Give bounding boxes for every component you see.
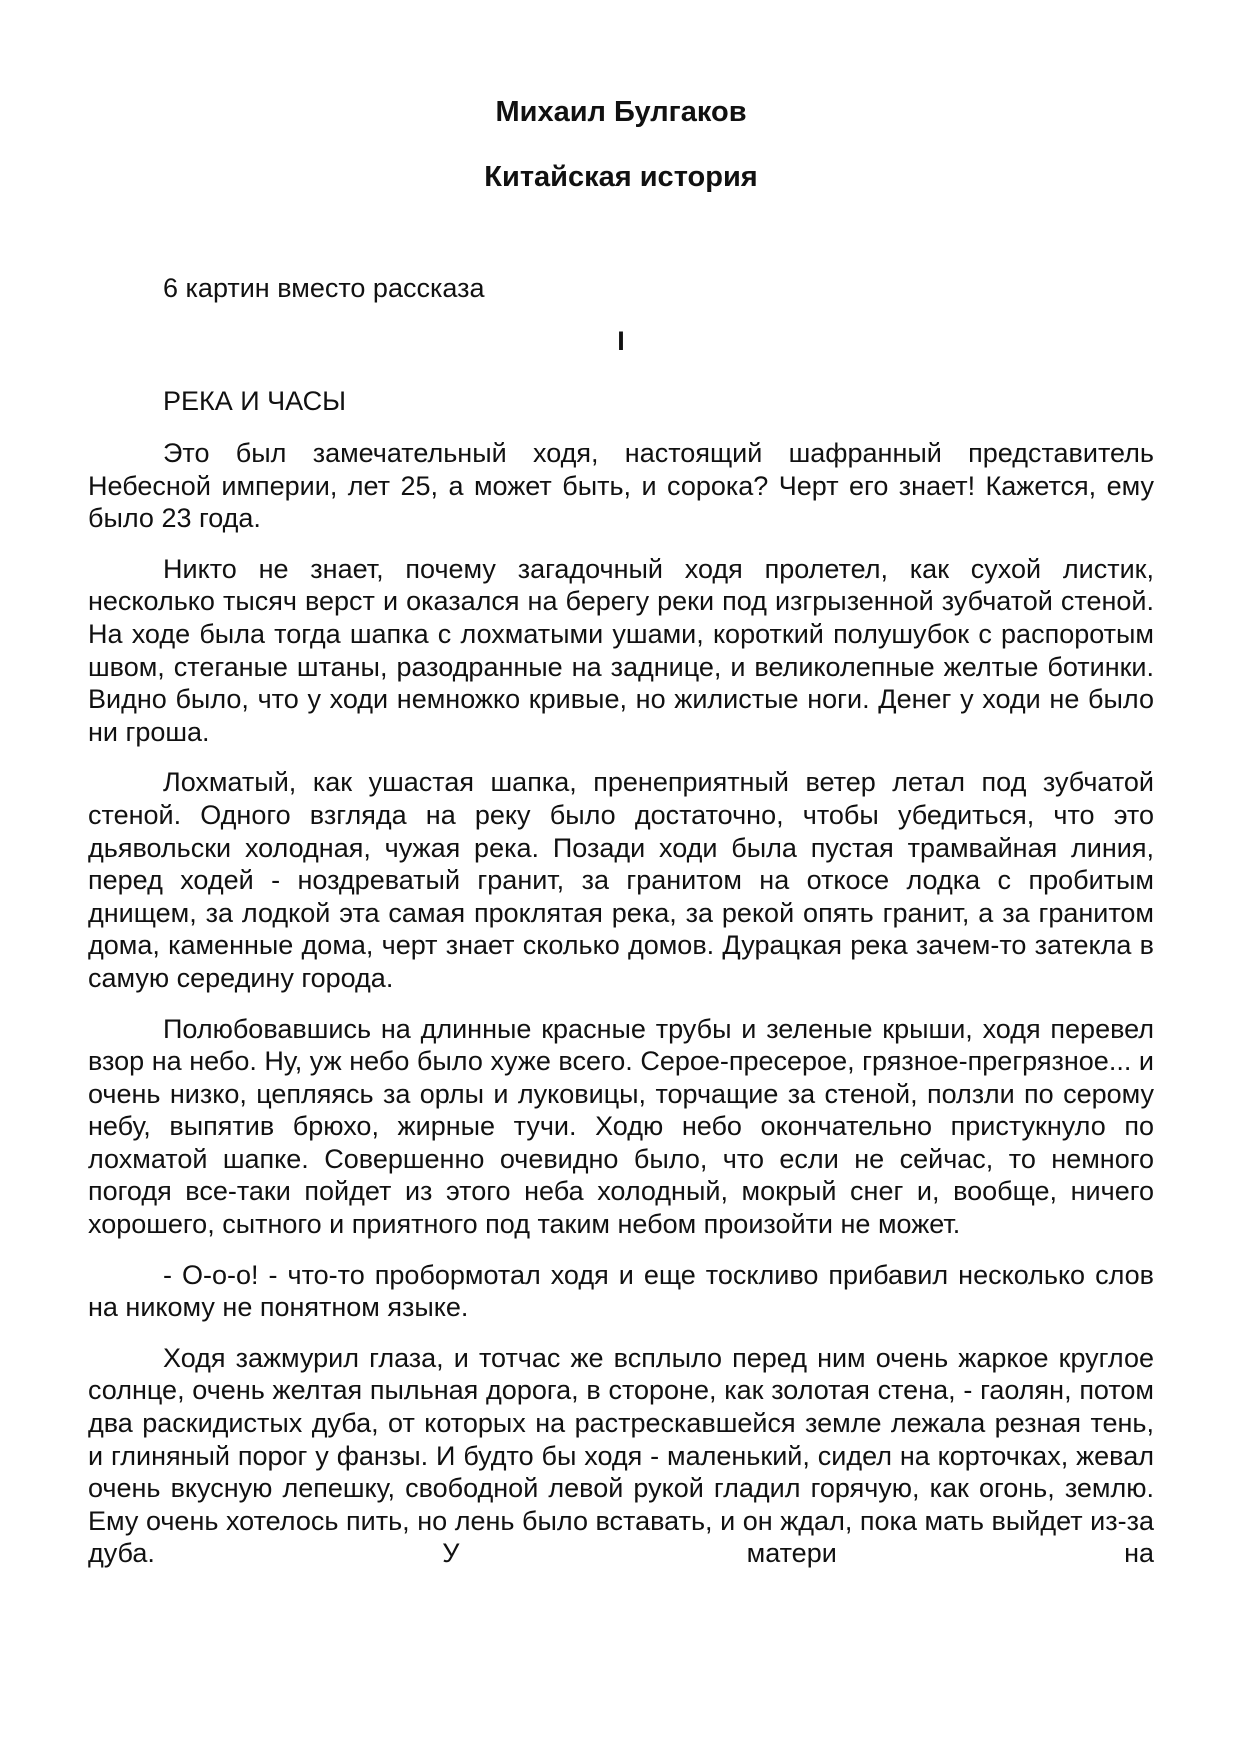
paragraph: Полюбовавшись на длинные красные трубы и зеленые крыши, ходя перевел взор на небо. Ну, уж небо было хуже всего. Серое-пресерое, грязное-прегрязное... и очень низко, цепляясь за орлы и луковицы, торчащие за стеной, ползли по серому небу, выпятив брюхо, жирные тучи. Ходю небо окончательно пристукнуло по лохматой шапке. Совершенно очевидно было, что если не сейчас, то немного погодя все-таки пойдет из этого неба холодный, мокрый снег и, вообще, ничего хорошего, сытного и приятного под таким небом произойти не может.: [88, 1013, 1154, 1240]
paragraph: Никто не знает, почему загадочный ходя пролетел, как сухой листик, несколько тысяч верст и оказался на берегу реки под изгрызенной зубчатой стеной. На ходе была тогда шапка с лохматыми ушами, короткий полушубок с распоротым швом, стеганые штаны, разодранные на заднице, и великолепные желтые ботинки. Видно было, что у ходи немножко кривые, но жилистые ноги. Денег у ходи не было ни гроша.: [88, 553, 1154, 747]
paragraph: Лохматый, как ушастая шапка, пренеприятный ветер летал под зубчатой стеной. Одного взгляда на реку было достаточно, чтобы убедиться, что это дьявольски холодная, чужая река. Позади ходи была пустая трамвайная линия, перед ходей - ноздреватый гранит, за гранитом на откосе лодка с пробитым днищем, за лодкой эта самая проклятая река, за рекой опять гранит, а за гранитом дома, каменные дома, черт знает сколько домов. Дурацкая река зачем-то затекла в самую середину города.: [88, 767, 1154, 993]
body-text: [88, 437, 1154, 1570]
chapter-title: РЕКА И ЧАСЫ: [163, 386, 346, 416]
paragraph: Это был замечательный ходя, настоящий шафранный представитель Небесной империи, лет 25, а может быть, и сорока? Черт его знает! Кажется, ему было 23 года.: [88, 438, 1154, 534]
story-title: Китайская история: [484, 161, 758, 193]
paragraph: - О-о-о! - что-то пробормотал ходя и еще тоскливо прибавил несколько слов на никому не понятном языке.: [88, 1259, 1154, 1323]
chapter-number: I: [617, 326, 625, 356]
story-subtitle: 6 картин вместо рассказа: [163, 273, 485, 303]
paragraph: Ходя зажмурил глаза, и тотчас же всплыло перед ним очень жаркое круглое солнце, очень желтая пыльная дорога, в стороне, как золотая стена, - гаолян, потом два раскидистых дуба, от которых на растрескавшейся земле лежала резная тень, и глиняный порог у фанзы. И будто бы ходя - маленький, сидел на корточках, жевал очень вкусную лепешку, свободной левой рукой гладил горячую, как огонь, землю. Ему очень хотелось пить, но лень было вставать, и он ждал, пока мать выйдет из-за дуба. У матери на: [88, 1342, 1154, 1569]
author-name: Михаил Булгаков: [495, 96, 747, 128]
